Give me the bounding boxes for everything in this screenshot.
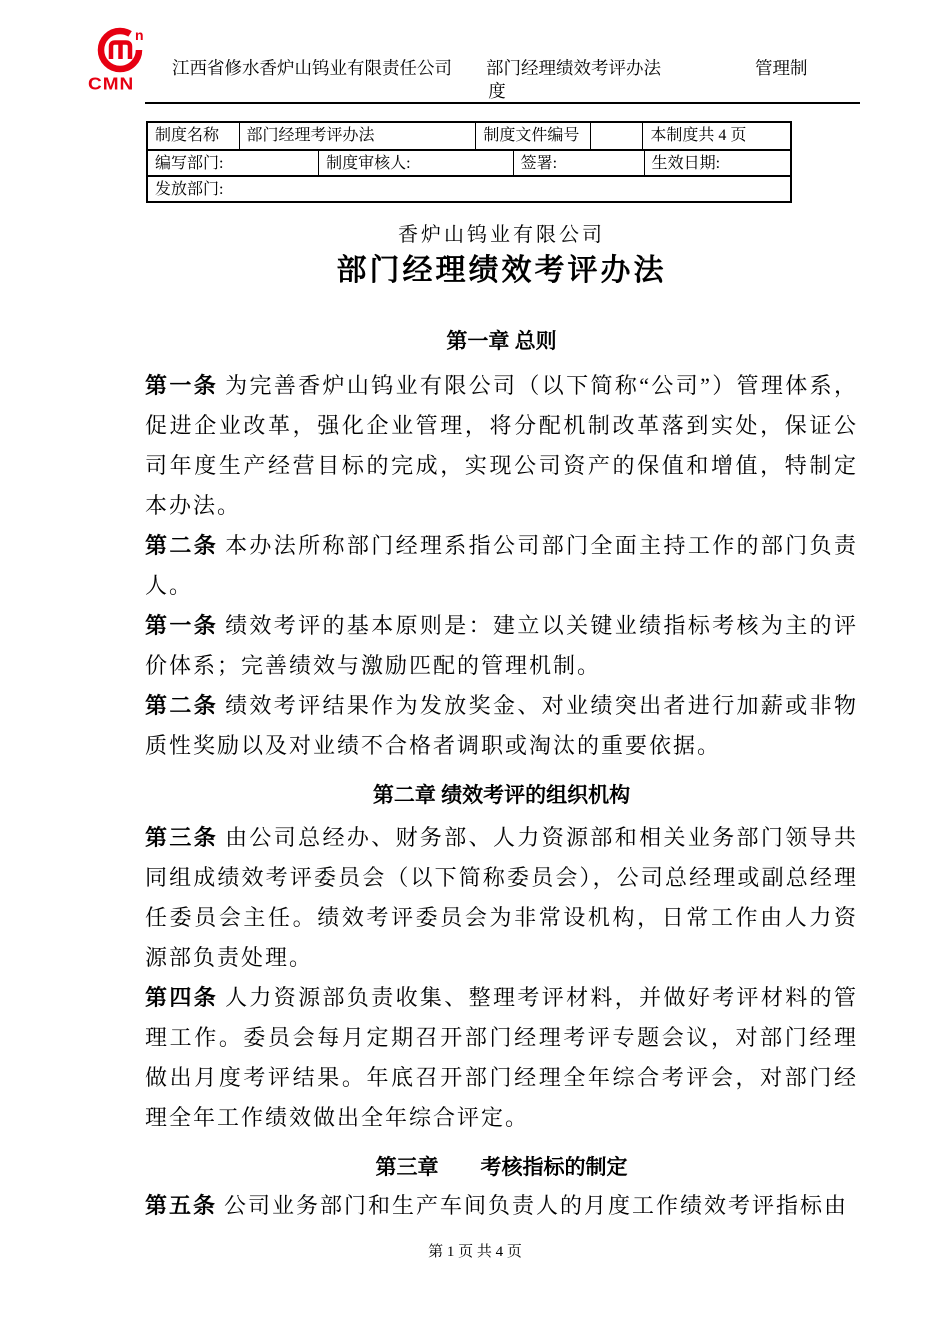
- clause-paragraph: [145, 686, 858, 766]
- reviewer-label: 制度审核人:: [318, 151, 513, 175]
- company-title: 香炉山钨业有限公司: [398, 224, 605, 246]
- document-info-table: [146, 121, 792, 203]
- clause-text: 由公司总经办、财务部、人力资源部和相关业务部门领导共同组成绩效考评委员会（以下简称委员会），公司总经理或副总经理任委员会主任。绩效考评委员会为非常设机构，日常工作由人力资源部负责处理。: [145, 825, 858, 970]
- page-header: [172, 56, 822, 102]
- clause-text: 绩效考评的基本原则是：建立以关键业绩指标考核为主的评价体系；完善绩效与激励匹配的管理机制。: [145, 613, 858, 678]
- clause-paragraph: [145, 818, 858, 978]
- clause-text: 公司业务部门和生产车间负责人的月度工作绩效考评指标由: [224, 1193, 849, 1218]
- header-document-type: 部门经理绩效考评办法: [486, 58, 661, 78]
- company-logo: [88, 26, 174, 96]
- header-company-name: 江西省修水香炉山钨业有限责任公司: [172, 58, 452, 78]
- file-number-value: [590, 123, 643, 149]
- chapter-heading-1: 第一章 总则: [446, 329, 557, 353]
- writing-department-label: 编写部门:: [155, 155, 224, 172]
- header-line-2: [172, 81, 822, 102]
- signature-label: 签署:: [513, 151, 644, 175]
- document-body: [145, 222, 858, 1226]
- clause-paragraph: [145, 978, 858, 1138]
- page-number: 第 1 页 共 4 页: [428, 1244, 522, 1260]
- document-title: 部门经理绩效考评办法: [336, 254, 667, 287]
- header-line-1: [172, 56, 822, 81]
- file-number-label: 制度文件编号: [475, 123, 589, 149]
- table-row: [148, 149, 790, 175]
- clause-paragraph: [145, 606, 858, 686]
- header-category-wrap: 度: [488, 81, 506, 101]
- system-name-value: 部门经理考评办法: [239, 123, 476, 149]
- total-pages-label: 本制度共 4 页: [642, 123, 790, 149]
- chapter-heading-3: 第三章 考核指标的制定: [375, 1155, 628, 1179]
- clause-term: 第一条: [145, 373, 219, 398]
- table-row: [148, 123, 790, 149]
- clause-text: 为完善香炉山钨业有限公司（以下简称“公司”）管理体系，促进企业改革，强化企业管理，将分配机制改革落到实处，保证公司年度生产经营目标的完成，实现公司资产的保值和增值，特制定本办法。: [145, 373, 858, 518]
- logo-text: CMN: [88, 74, 135, 95]
- header-divider: [145, 102, 860, 104]
- clause-term: 第一条: [145, 613, 219, 638]
- clause-text: 人力资源部负责收集、整理考评材料，并做好考评材料的管理工作。委员会每月定期召开部门经理考评专题会议，对部门经理做出月度考评结果。年底召开部门经理全年综合考评会，对部门经理全年工作绩效做出全年综合评定。: [145, 985, 858, 1130]
- system-name-label: 制度名称: [155, 127, 220, 144]
- clause-term: 第五条: [145, 1193, 218, 1218]
- clause-text: 本办法所称部门经理系指公司部门全面主持工作的部门负责人。: [145, 533, 858, 598]
- clause-term: 第四条: [145, 985, 219, 1010]
- svg-text:n: n: [135, 27, 144, 43]
- chapter-heading-2: 第二章 绩效考评的组织机构: [372, 783, 631, 807]
- clause-text: 绩效考评结果作为发放奖金、对业绩突出者进行加薪或非物质性奖励以及对业绩不合格者调职或淘汰的重要依据。: [145, 693, 858, 758]
- header-category: 管理制: [755, 58, 808, 78]
- clause-paragraph: [145, 526, 858, 606]
- clause-term: 第二条: [145, 533, 219, 558]
- clause-paragraph: [145, 366, 858, 526]
- page-footer: [0, 1242, 950, 1262]
- clause-paragraph: [145, 1186, 858, 1226]
- issuing-department-label: 发放部门:: [155, 181, 224, 198]
- table-row: [148, 175, 790, 201]
- clause-term: 第二条: [145, 693, 219, 718]
- cmn-emblem-icon: [94, 26, 148, 76]
- clause-term: 第三条: [145, 825, 219, 850]
- effective-date-label: 生效日期:: [644, 151, 790, 175]
